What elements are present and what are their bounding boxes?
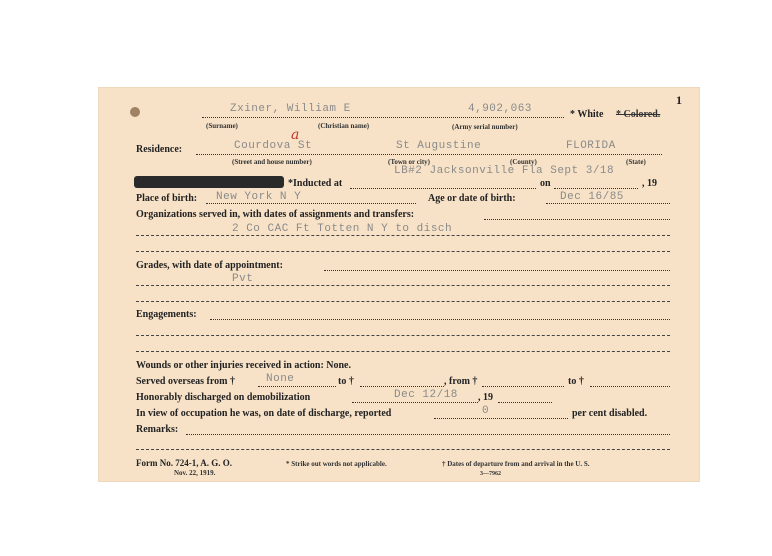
inducted-value: LB#2 Jacksonville Fla Sept 3/18 bbox=[394, 165, 615, 177]
serial-label: (Army serial number) bbox=[452, 123, 518, 131]
card-number: 1 bbox=[676, 93, 682, 107]
christian-name-label: (Christian name) bbox=[318, 122, 370, 130]
white-option: * White bbox=[570, 109, 604, 120]
from-label: , from † bbox=[444, 376, 478, 387]
serial-value: 4,902,063 bbox=[468, 103, 532, 115]
grades-label: Grades, with date of appointment: bbox=[136, 260, 283, 271]
birthplace-label: Place of birth: bbox=[136, 193, 198, 204]
street-value: Courdova St bbox=[234, 140, 313, 152]
to2-label: to † bbox=[568, 376, 584, 387]
age-label: Age or date of birth: bbox=[428, 193, 516, 204]
organizations-value: 2 Co CAC Ft Totten N Y to disch bbox=[232, 223, 453, 235]
disability-value: 0 bbox=[482, 405, 490, 417]
punch-mark bbox=[130, 107, 140, 117]
form-date: Nov. 22, 1919. bbox=[174, 469, 216, 477]
inducted-label: *Inducted at bbox=[288, 178, 343, 189]
state-label: (State) bbox=[626, 158, 646, 166]
discharged-label: Honorably discharged on demobilization bbox=[136, 392, 311, 403]
print-code: 3—7962 bbox=[480, 471, 501, 477]
birthplace-value: New York N Y bbox=[216, 191, 302, 203]
footnote-strike: * Strike out words not applicable. bbox=[286, 460, 387, 468]
state-value: FLORIDA bbox=[566, 140, 616, 152]
overseas-label: Served overseas from † bbox=[136, 376, 235, 387]
remarks-label: Remarks: bbox=[136, 424, 179, 435]
street-label: (Street and house number) bbox=[232, 158, 312, 166]
organizations-label: Organizations served in, with dates of assignments and transfers: bbox=[136, 209, 415, 220]
residence-label: Residence: bbox=[136, 144, 183, 155]
discharge-year-label: , 19 bbox=[478, 392, 493, 403]
overseas-value: None bbox=[266, 373, 295, 385]
name-value: Zxiner, William E bbox=[230, 103, 351, 115]
redaction-mark bbox=[134, 176, 284, 188]
town-value: St Augustine bbox=[396, 140, 482, 152]
occupation-label: In view of occupation he was, on date of discharge, reported bbox=[136, 408, 392, 419]
year-label: , 19 bbox=[642, 178, 657, 189]
grades-value: Pvt bbox=[232, 273, 254, 285]
to-label: to † bbox=[338, 376, 354, 387]
discharged-value: Dec 12/18 bbox=[394, 389, 458, 401]
engagements-label: Engagements: bbox=[136, 309, 197, 320]
on-label: on bbox=[540, 178, 551, 189]
town-label: (Town or city) bbox=[388, 158, 430, 166]
service-record-card bbox=[98, 87, 700, 482]
wounds-label: Wounds or other injuries received in action: None. bbox=[136, 360, 351, 371]
colored-option: * Colored. bbox=[616, 109, 661, 120]
handwritten-a: a bbox=[291, 127, 300, 143]
footnote-dates: † Dates of departure from and arrival in the U. S. bbox=[442, 460, 590, 468]
county-label: (County) bbox=[510, 158, 537, 166]
surname-label: (Surname) bbox=[206, 122, 238, 130]
form-number: Form No. 724-1, A. G. O. bbox=[136, 458, 232, 468]
percent-label: per cent disabled. bbox=[572, 408, 648, 419]
birthdate-value: Dec 16/85 bbox=[560, 191, 624, 203]
